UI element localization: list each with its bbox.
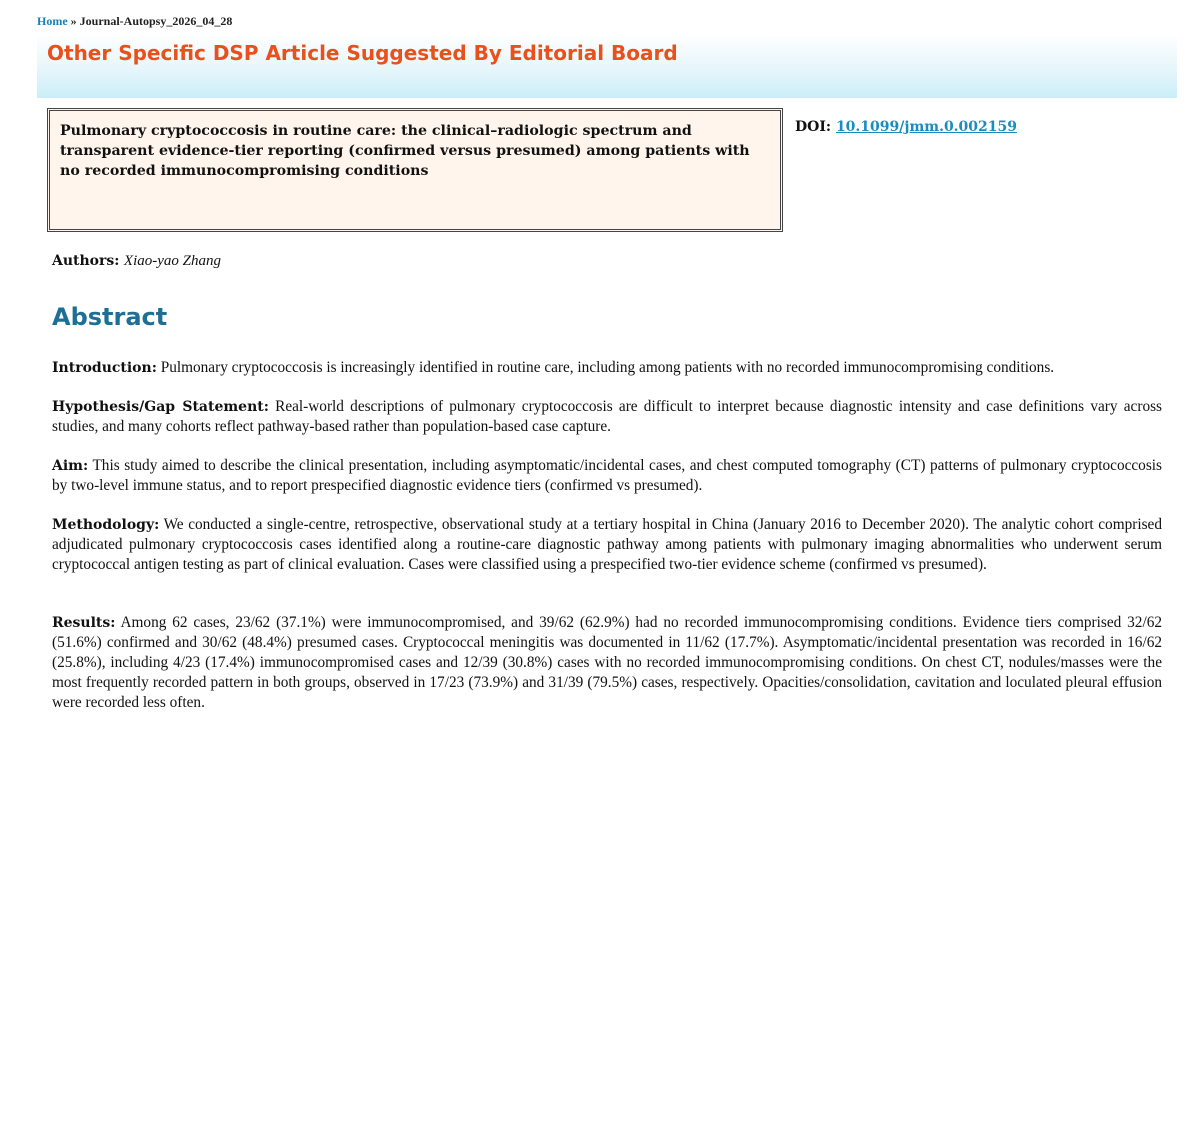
suggested-article-banner xyxy=(37,34,1177,98)
abstract-aim xyxy=(52,456,1162,496)
breadcrumb-home-link[interactable]: Home xyxy=(37,14,68,28)
authors-line xyxy=(52,253,221,270)
abstract-results xyxy=(52,613,1162,713)
doi-link[interactable]: 10.1099/jmm.0.002159 xyxy=(835,119,1018,135)
aim-text: This study aimed to describe the clinical presentation, including asymptomatic/incidental cases, and chest computed tomography (CT) patterns of pulmonary cryptococcosis by two-level immune status, and to report prespecified diagnostic evidence tiers (confirmed vs presumed). xyxy=(52,457,1162,494)
doi-label: DOI: xyxy=(795,119,832,135)
methodology-text: We conducted a single-centre, retrospective, observational study at a tertiary hospital in China (January 2016 to December 2020). The analytic cohort comprised adjudicated pulmonary cryptococcosis cases identified along a routine-care diagnostic pathway among patients with pulmonary imaging abnormalities who underwent serum cryptococcal antigen testing as part of clinical evaluation. Cases were classified using a prespecified two-tier evidence scheme (confirmed vs presumed). xyxy=(52,516,1162,573)
results-label: Results: xyxy=(52,615,116,631)
banner-title: Other Specific DSP Article Suggested By Editorial Board xyxy=(47,41,678,65)
introduction-label: Introduction: xyxy=(52,360,157,376)
hypothesis-text: Real-world descriptions of pulmonary cryptococcosis are difficult to interpret because diagnostic intensity and case definitions vary across studies, and many cohorts reflect pathway-based rather than population-based case capture. xyxy=(52,398,1162,435)
abstract-methodology xyxy=(52,515,1162,575)
aim-label: Aim: xyxy=(52,458,89,474)
breadcrumb-separator: » xyxy=(70,14,77,28)
article-title-box xyxy=(47,108,783,232)
abstract-introduction xyxy=(52,358,1162,378)
introduction-text: Pulmonary cryptococcosis is increasingly identified in routine care, including among patients with no recorded immunocompromising conditions. xyxy=(160,359,1055,376)
doi-line xyxy=(795,119,1017,135)
breadcrumb-current: Journal-Autopsy_2026_04_28 xyxy=(79,14,233,28)
breadcrumb xyxy=(37,14,232,29)
methodology-label: Methodology: xyxy=(52,517,160,533)
results-text: Among 62 cases, 23/62 (37.1%) were immunocompromised, and 39/62 (62.9%) had no recorded immunocompromising conditions. Evidence tiers comprised 32/62 (51.6%) confirmed and 30/62 (48.4%) presumed cases. Cryptococcal meningitis was documented in 11/62 (17.7%). Asymptomatic/incidental presentation was recorded in 16/62 (25.8%), including 4/23 (17.4%) immunocompromised cases and 12/39 (30.8%) cases with no recorded immunocompromising conditions. On chest CT, nodules/masses were the most frequently recorded pattern in both groups, observed in 17/23 (73.9%) and 31/39 (79.5%) cases, respectively. Opacities/consolidation, cavitation and loculated pleural effusion were recorded less often. xyxy=(52,614,1162,711)
abstract-heading: Abstract xyxy=(52,303,168,331)
article-title: Pulmonary cryptococcosis in routine care: the clinical–radiologic spectrum and transparent evidence-tier reporting (confirmed versus presumed) among patients with no recorded immunocompromising conditions xyxy=(60,123,750,179)
hypothesis-label: Hypothesis/Gap Statement: xyxy=(52,399,269,415)
authors-value: Xiao-yao Zhang xyxy=(123,253,221,269)
abstract-body xyxy=(52,358,1162,711)
authors-label: Authors: xyxy=(52,253,120,269)
abstract-hypothesis xyxy=(52,397,1162,437)
